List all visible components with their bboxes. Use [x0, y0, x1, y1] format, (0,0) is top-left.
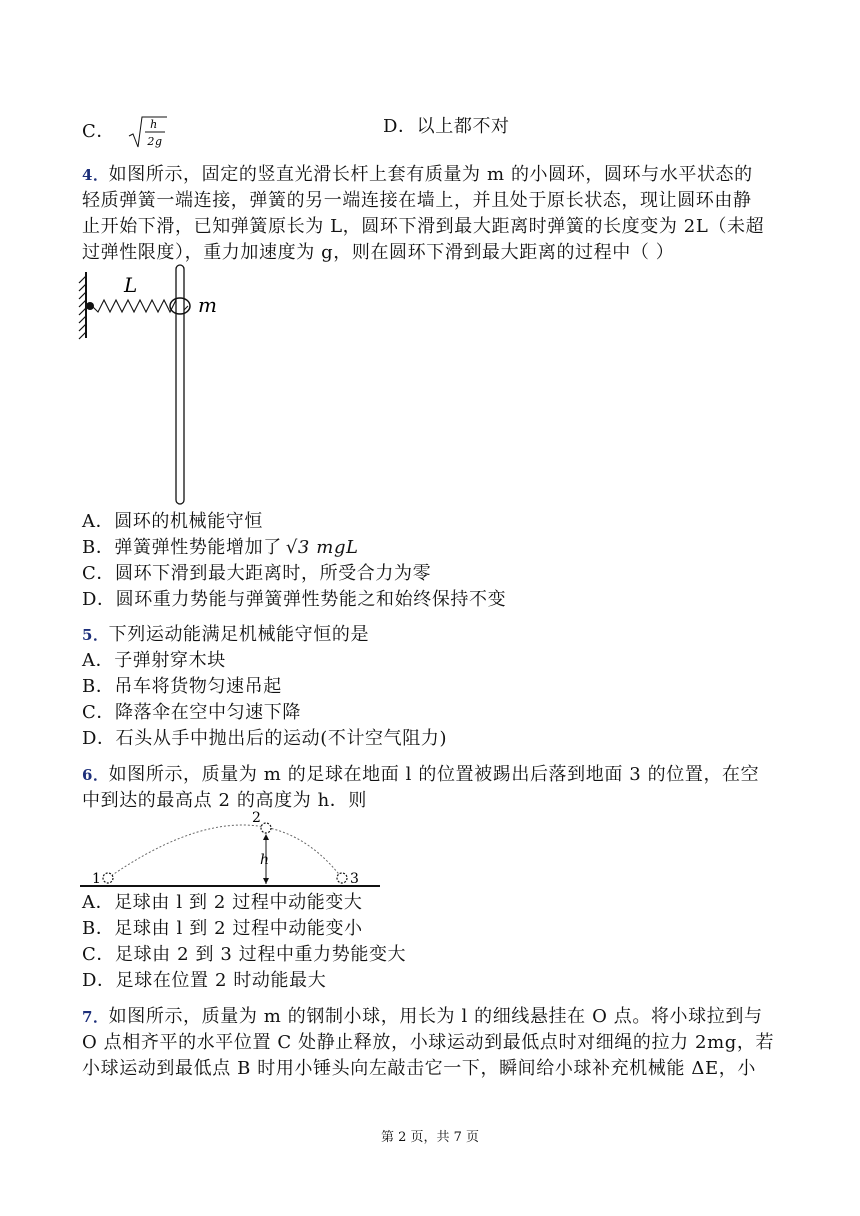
q7-text-1: 如图所示，质量为 m 的钢制小球，用长为 l 的细线悬挂在 O 点。将小球拉到与	[108, 1006, 763, 1027]
q7-stem-line3: 小球运动到最低点 B 时用小锤头向左敲击它一下，瞬间给小球补充机械能 ΔE，小	[82, 1058, 756, 1079]
q7-number: 7．	[82, 1008, 109, 1026]
q6-football-trajectory-figure	[80, 808, 380, 890]
q4-option-b	[82, 535, 359, 561]
q3-option-c-label: C．	[82, 121, 115, 142]
q4-option-b-formula: √3 mgL	[285, 537, 359, 558]
q6-text-1: 如图所示，质量为 m 的足球在地面 l 的位置被踢出后落到地面 3 的位置，在空	[108, 764, 760, 785]
frac-num: h	[150, 118, 159, 131]
fig-label-L: L	[124, 273, 138, 297]
q4-stem-line2: 轻质弹簧一端连接，弹簧的另一端连接在墙上，并且处于原长状态，现让圆环由静	[82, 190, 752, 211]
sqrt-fraction-formula	[127, 114, 167, 150]
q6-number: 6．	[82, 766, 109, 784]
q7-stem-line1	[82, 1004, 763, 1030]
q5-option-c: C．降落伞在空中匀速下降	[82, 702, 301, 723]
q5-option-d: D．石头从手中抛出后的运动(不计空气阻力)	[82, 728, 448, 749]
q4-option-d: D．圆环重力势能与弹簧弹性势能之和始终保持不变	[82, 589, 507, 610]
q6-stem-line2: 中到达的最高点 2 的高度为 h．则	[82, 790, 368, 811]
q4-option-a: A．圆环的机械能守恒	[82, 511, 263, 532]
q4-option-b-text: B．弹簧弹性势能增加了	[82, 537, 282, 558]
q4-stem-line3: 止开始下滑，已知弹簧原长为 L，圆环下滑到最大距离时弹簧的长度变为 2L（未超	[82, 216, 765, 237]
q3-option-d	[383, 114, 510, 140]
q4-option-c: C．圆环下滑到最大距离时，所受合力为零	[82, 563, 432, 584]
q6-option-a: A．足球由 l 到 2 过程中动能变大	[82, 892, 363, 913]
q5-option-b: B．吊车将货物匀速吊起	[82, 676, 282, 697]
q6-option-b: B．足球由 l 到 2 过程中动能变小	[82, 918, 363, 939]
q4-number: 4．	[82, 166, 109, 184]
q4-spring-rod-figure	[78, 262, 238, 507]
q6-option-c: C．足球由 2 到 3 过程中重力势能变大	[82, 944, 407, 965]
fig-label-2: 2	[252, 810, 261, 826]
page-footer: 第 2 页，共 7 页	[380, 1130, 480, 1145]
q6-option-d: D．足球在位置 2 时动能最大	[82, 970, 327, 991]
q5-number: 5．	[82, 626, 109, 644]
fig-label-m: m	[198, 293, 217, 317]
q3-option-c	[82, 114, 167, 150]
fig-label-1: 1	[92, 871, 101, 887]
frac-den: 2g	[147, 135, 163, 148]
fig-label-3: 3	[350, 871, 359, 887]
q3-option-d-label: D．	[383, 116, 417, 137]
q3-option-d-text: 以上都不对	[416, 116, 510, 137]
q6-stem-line1	[82, 762, 759, 788]
fig-label-h: h	[260, 852, 270, 868]
q4-text-1: 如图所示，固定的竖直光滑长杆上套有质量为 m 的小圆环，圆环与水平状态的	[108, 164, 753, 185]
q4-stem-line4: 过弹性限度），重力加速度为 g，则在圆环下滑到最大距离的过程中（ ）	[82, 242, 675, 263]
q4-stem-line1	[82, 162, 753, 188]
q5-text: 下列运动能满足机械能守恒的是	[108, 624, 370, 645]
q5-stem	[82, 622, 369, 648]
q7-stem-line2: O 点相齐平的水平位置 C 处静止释放，小球运动到最低点时对细绳的拉力 2mg，若	[82, 1032, 775, 1053]
q5-option-a: A．子弹射穿木块	[82, 650, 226, 671]
